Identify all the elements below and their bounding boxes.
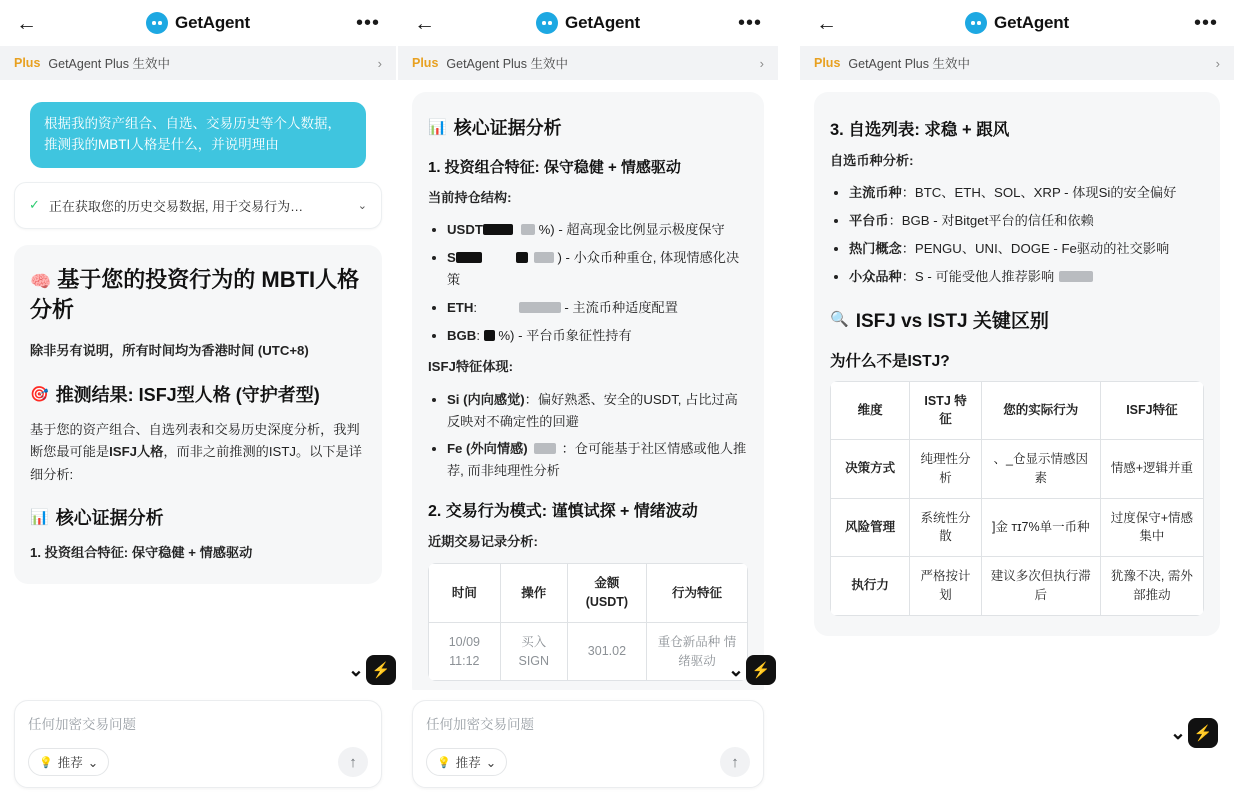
conversation-scroll-3[interactable]: [800, 80, 1234, 800]
status-text: 正在获取您的历史交易数据, 用于交易行为…: [48, 198, 304, 214]
plus-tag: Plus: [14, 56, 41, 70]
timezone-note: 除非另有说明，所有时间均为香港时间 (UTC+8): [30, 343, 309, 359]
brand: [0, 12, 396, 34]
suggestions-button-2[interactable]: [426, 748, 507, 776]
watchlist-label: 自选币种分析:: [830, 153, 914, 168]
list-item: [447, 247, 748, 291]
table-row: [831, 498, 1204, 557]
chevron-right-icon: ›: [377, 55, 382, 71]
table-header-row: [429, 564, 748, 623]
page-title: [30, 265, 366, 324]
table-cell: 买入 SIGN: [500, 622, 567, 681]
table-row: [831, 557, 1204, 616]
holding-name-0: USDT: [447, 222, 483, 238]
section-1-title: 1. 投资组合特征: 保守稳健 + 情感驱动: [428, 159, 681, 176]
table-cell: 风险管理: [831, 498, 910, 557]
send-button-1[interactable]: ↑: [338, 747, 368, 777]
answer-card-2: [412, 92, 764, 701]
getagent-logo-icon: [965, 12, 987, 34]
isfj-point-bold-0: Si (内向感觉): [447, 391, 525, 407]
table-cell: 纯理性分析: [910, 440, 981, 499]
result-paragraph-part2: ，而非之前推测的ISTJ。以下是详细分析:: [30, 444, 362, 482]
watchlist-bold-1: 平台币: [849, 213, 889, 229]
table-cell: 决策方式: [831, 440, 910, 499]
chevron-down-icon[interactable]: ⌄: [357, 199, 367, 212]
table-row: [429, 622, 748, 681]
bar-chart-icon: 📊: [30, 508, 49, 526]
table-row: [831, 440, 1204, 499]
isfj-points-list: [428, 389, 748, 482]
holding-name-2: ETH: [447, 299, 474, 315]
recent-trades-label: 近期交易记录分析:: [428, 533, 538, 549]
result-paragraph-bold: ISFJ人格: [109, 444, 164, 460]
plus-status-label: GetAgent Plus 生效中: [446, 57, 568, 71]
watchlist-text-0: ：BTC、ETH、SOL、XRP - 体现Si的安全偏好: [901, 185, 1177, 201]
composer-row-1: [28, 747, 368, 777]
app-header-3: [800, 0, 1234, 46]
trades-table: [428, 563, 748, 681]
evidence-heading-text: 核心证据分析: [55, 507, 164, 528]
holding-name-1: S: [447, 250, 456, 266]
plus-banner-3[interactable]: [800, 46, 1234, 80]
table-header-cell: 时间: [429, 564, 501, 623]
agent-shortcut-badge[interactable]: ⚡: [1188, 718, 1218, 748]
panel-left: [0, 0, 396, 800]
agent-shortcut-badge[interactable]: ⚡: [366, 655, 396, 685]
suggestions-button-1[interactable]: [28, 748, 109, 776]
plus-tag: Plus: [814, 56, 841, 70]
page-title-text: 基于您的投资行为的 MBTI人格分析: [30, 266, 360, 322]
composer-box-1[interactable]: [14, 700, 382, 788]
back-icon[interactable]: ←: [414, 11, 435, 35]
bulb-icon: 💡: [437, 756, 451, 769]
answer-card-1: [14, 245, 382, 585]
table-cell: 过度保守+情感集中: [1100, 498, 1203, 557]
plus-status-label: GetAgent Plus 生效中: [848, 57, 970, 71]
table-header-cell: 金额 (USDT): [567, 564, 646, 623]
plus-status-label: GetAgent Plus 生效中: [48, 57, 170, 71]
suggestions-label-2: 推荐: [455, 756, 481, 770]
table-cell: 10/09 11:12: [429, 622, 501, 681]
isfj-label: ISFJ特征体现:: [428, 359, 513, 375]
evidence-heading-2: [428, 114, 748, 140]
chevron-down-icon: ⌄: [485, 755, 497, 770]
holding-detail-2: - 主流币种适度配置: [564, 299, 678, 315]
watchlist-bold-0: 主流币种: [849, 185, 902, 201]
composer-row-2: [426, 747, 750, 777]
chevron-down-icon: ⌄: [87, 755, 99, 770]
holding-detail-0: %) - 超高现金比例显示极度保守: [538, 222, 725, 238]
compare-heading-text: ISFJ vs ISTJ 关键区别: [855, 310, 1049, 332]
compare-sub: 为什么不是ISTJ?: [830, 352, 950, 370]
holding-detail-3: %) - 平台币象征性持有: [498, 327, 632, 343]
result-heading: [30, 381, 366, 407]
app-title: GetAgent: [994, 13, 1069, 32]
table-header-row: [831, 381, 1204, 440]
table-cell: 建议多次但执行滞后: [981, 557, 1100, 616]
watchlist-list: [830, 182, 1204, 287]
chevron-down-icon[interactable]: ⌄: [728, 659, 744, 681]
magnifier-icon: 🔍: [830, 311, 849, 329]
plus-banner-2[interactable]: [398, 46, 778, 80]
watchlist-text-3: ：S - 可能受他人推荐影响: [901, 268, 1055, 284]
back-icon[interactable]: ←: [816, 11, 837, 35]
evidence-heading: [30, 504, 366, 530]
list-item: • ETH: - 主流币种适度配置: [447, 297, 748, 319]
holdings-list: [428, 219, 748, 346]
table-cell: 系统性分散: [910, 498, 981, 557]
isfj-point-bold-1: Fe (外向情感): [447, 441, 528, 457]
user-message-bubble: 根据我的资产组合、自选、交易历史等个人数据，推测我的MBTI人格是什么，并说明理由: [30, 102, 366, 168]
section-2-title: 2. 交易行为模式: 谨慎试探 + 情绪波动: [428, 502, 698, 520]
table-header-cell: ISFJ特征: [1100, 381, 1203, 440]
watchlist-text-1: ：BGB - 对Bitget平台的信任和依赖: [888, 213, 1094, 229]
table-header-cell: 您的实际行为: [981, 381, 1100, 440]
table-cell: 、_仓显示情感因素: [981, 440, 1100, 499]
overflow-menu-icon[interactable]: •••: [737, 12, 762, 34]
table-header-cell: ISTJ 特征: [910, 381, 981, 440]
watchlist-bold-2: 热门概念: [849, 241, 902, 256]
table-cell: 严格按计划: [910, 557, 981, 616]
list-item: [447, 438, 748, 482]
result-heading-text: 推测结果: ISFJ型人格 (守护者型): [55, 384, 320, 405]
panel-right: [800, 0, 1234, 800]
plus-banner[interactable]: [0, 46, 396, 80]
check-icon: ✓: [29, 197, 40, 213]
table-header-cell: 行为特征: [646, 564, 747, 623]
float-controls-3[interactable]: [1170, 718, 1218, 748]
app-title: GetAgent: [175, 13, 250, 32]
watchlist-text-2: ：PENGU、UNI、DOGE - Fe驱动的社交影响: [901, 241, 1170, 256]
overflow-menu-icon[interactable]: •••: [1193, 12, 1218, 34]
chevron-down-icon[interactable]: ⌄: [348, 659, 364, 681]
getagent-logo-icon: [146, 12, 168, 34]
list-item: [447, 389, 748, 433]
chevron-right-icon: ›: [1215, 55, 1220, 71]
evidence-sub1: 1. 投资组合特征: 保守稳健 + 情感驱动: [30, 544, 253, 560]
float-controls-1[interactable]: [348, 655, 396, 685]
list-item: [849, 266, 1204, 288]
result-paragraph-part1: 基于您的资产组合、自选列表和交易历史深度分析，我判断您最可能是: [30, 421, 360, 460]
brain-icon: 🧠: [30, 271, 52, 291]
back-icon[interactable]: ←: [16, 11, 37, 35]
holding-detail-1: ) - 小众币种重仓, 体现情感化决策: [447, 250, 740, 287]
float-controls-2[interactable]: [728, 655, 776, 685]
chat-input-1[interactable]: 任何加密交易问题: [28, 717, 136, 732]
table-header-cell: 维度: [831, 381, 910, 440]
chat-input-2[interactable]: 任何加密交易问题: [426, 717, 534, 732]
agent-shortcut-badge[interactable]: ⚡: [746, 655, 776, 685]
app-header: [0, 0, 396, 46]
bulb-icon: 💡: [39, 756, 53, 769]
list-item: • BGB: %) - 平台币象征性持有: [447, 325, 748, 347]
table-cell: 情感+逻辑并重: [1100, 440, 1203, 499]
app-header-2: [398, 0, 778, 46]
holding-name-3: BGB: [447, 327, 477, 343]
chevron-right-icon: ›: [759, 55, 764, 71]
isfj-point-text-0: ：偏好熟悉、安全的USDT, 占比过高反映对不确定性的回避: [447, 391, 738, 429]
holdings-label: 当前持仓结构:: [428, 190, 512, 205]
panel-middle: [398, 0, 778, 800]
evidence-heading-text-2: 核心证据分析: [453, 118, 562, 138]
table-cell: 301.02: [567, 622, 646, 681]
app-title: GetAgent: [565, 13, 640, 32]
send-button-2[interactable]: ↑: [720, 747, 750, 777]
result-paragraph: [30, 419, 366, 486]
answer-card-3: [814, 92, 1220, 636]
compare-heading: [830, 306, 1204, 333]
getagent-logo-icon: [536, 12, 558, 34]
composer-2: [398, 690, 778, 800]
section-3-title: 3. 自选列表: 求稳 + 跟风: [830, 121, 1010, 139]
table-cell: 犹豫不决, 需外部推动: [1100, 557, 1203, 616]
bar-chart-icon: 📊: [428, 119, 447, 136]
plus-tag: Plus: [412, 56, 439, 70]
table-cell: ]金 ᴛɪ7%单一币种: [981, 498, 1100, 557]
composer-1: [0, 690, 396, 800]
suggestions-label-1: 推荐: [57, 756, 83, 770]
comparison-table: [830, 381, 1204, 616]
list-item: [849, 238, 1204, 260]
watchlist-bold-3: 小众品种: [849, 268, 902, 284]
chevron-down-icon[interactable]: ⌄: [1170, 722, 1186, 744]
brand-3: [800, 12, 1234, 34]
overflow-menu-icon[interactable]: •••: [355, 12, 380, 34]
table-header-cell: 操作: [500, 564, 567, 623]
status-card[interactable]: [14, 182, 382, 229]
table-cell: 执行力: [831, 557, 910, 616]
target-icon: 🎯: [30, 385, 49, 403]
table-cell: 重仓新品种 情绪驱动: [646, 622, 747, 681]
list-item: [849, 182, 1204, 204]
brand-2: [398, 12, 778, 34]
isfj-point-text-1: ：仓可能基于社区情感或他人推荐, 而非纯理性分析: [447, 441, 747, 479]
composer-box-2[interactable]: [412, 700, 764, 788]
list-item: [447, 219, 748, 241]
list-item: [849, 210, 1204, 232]
